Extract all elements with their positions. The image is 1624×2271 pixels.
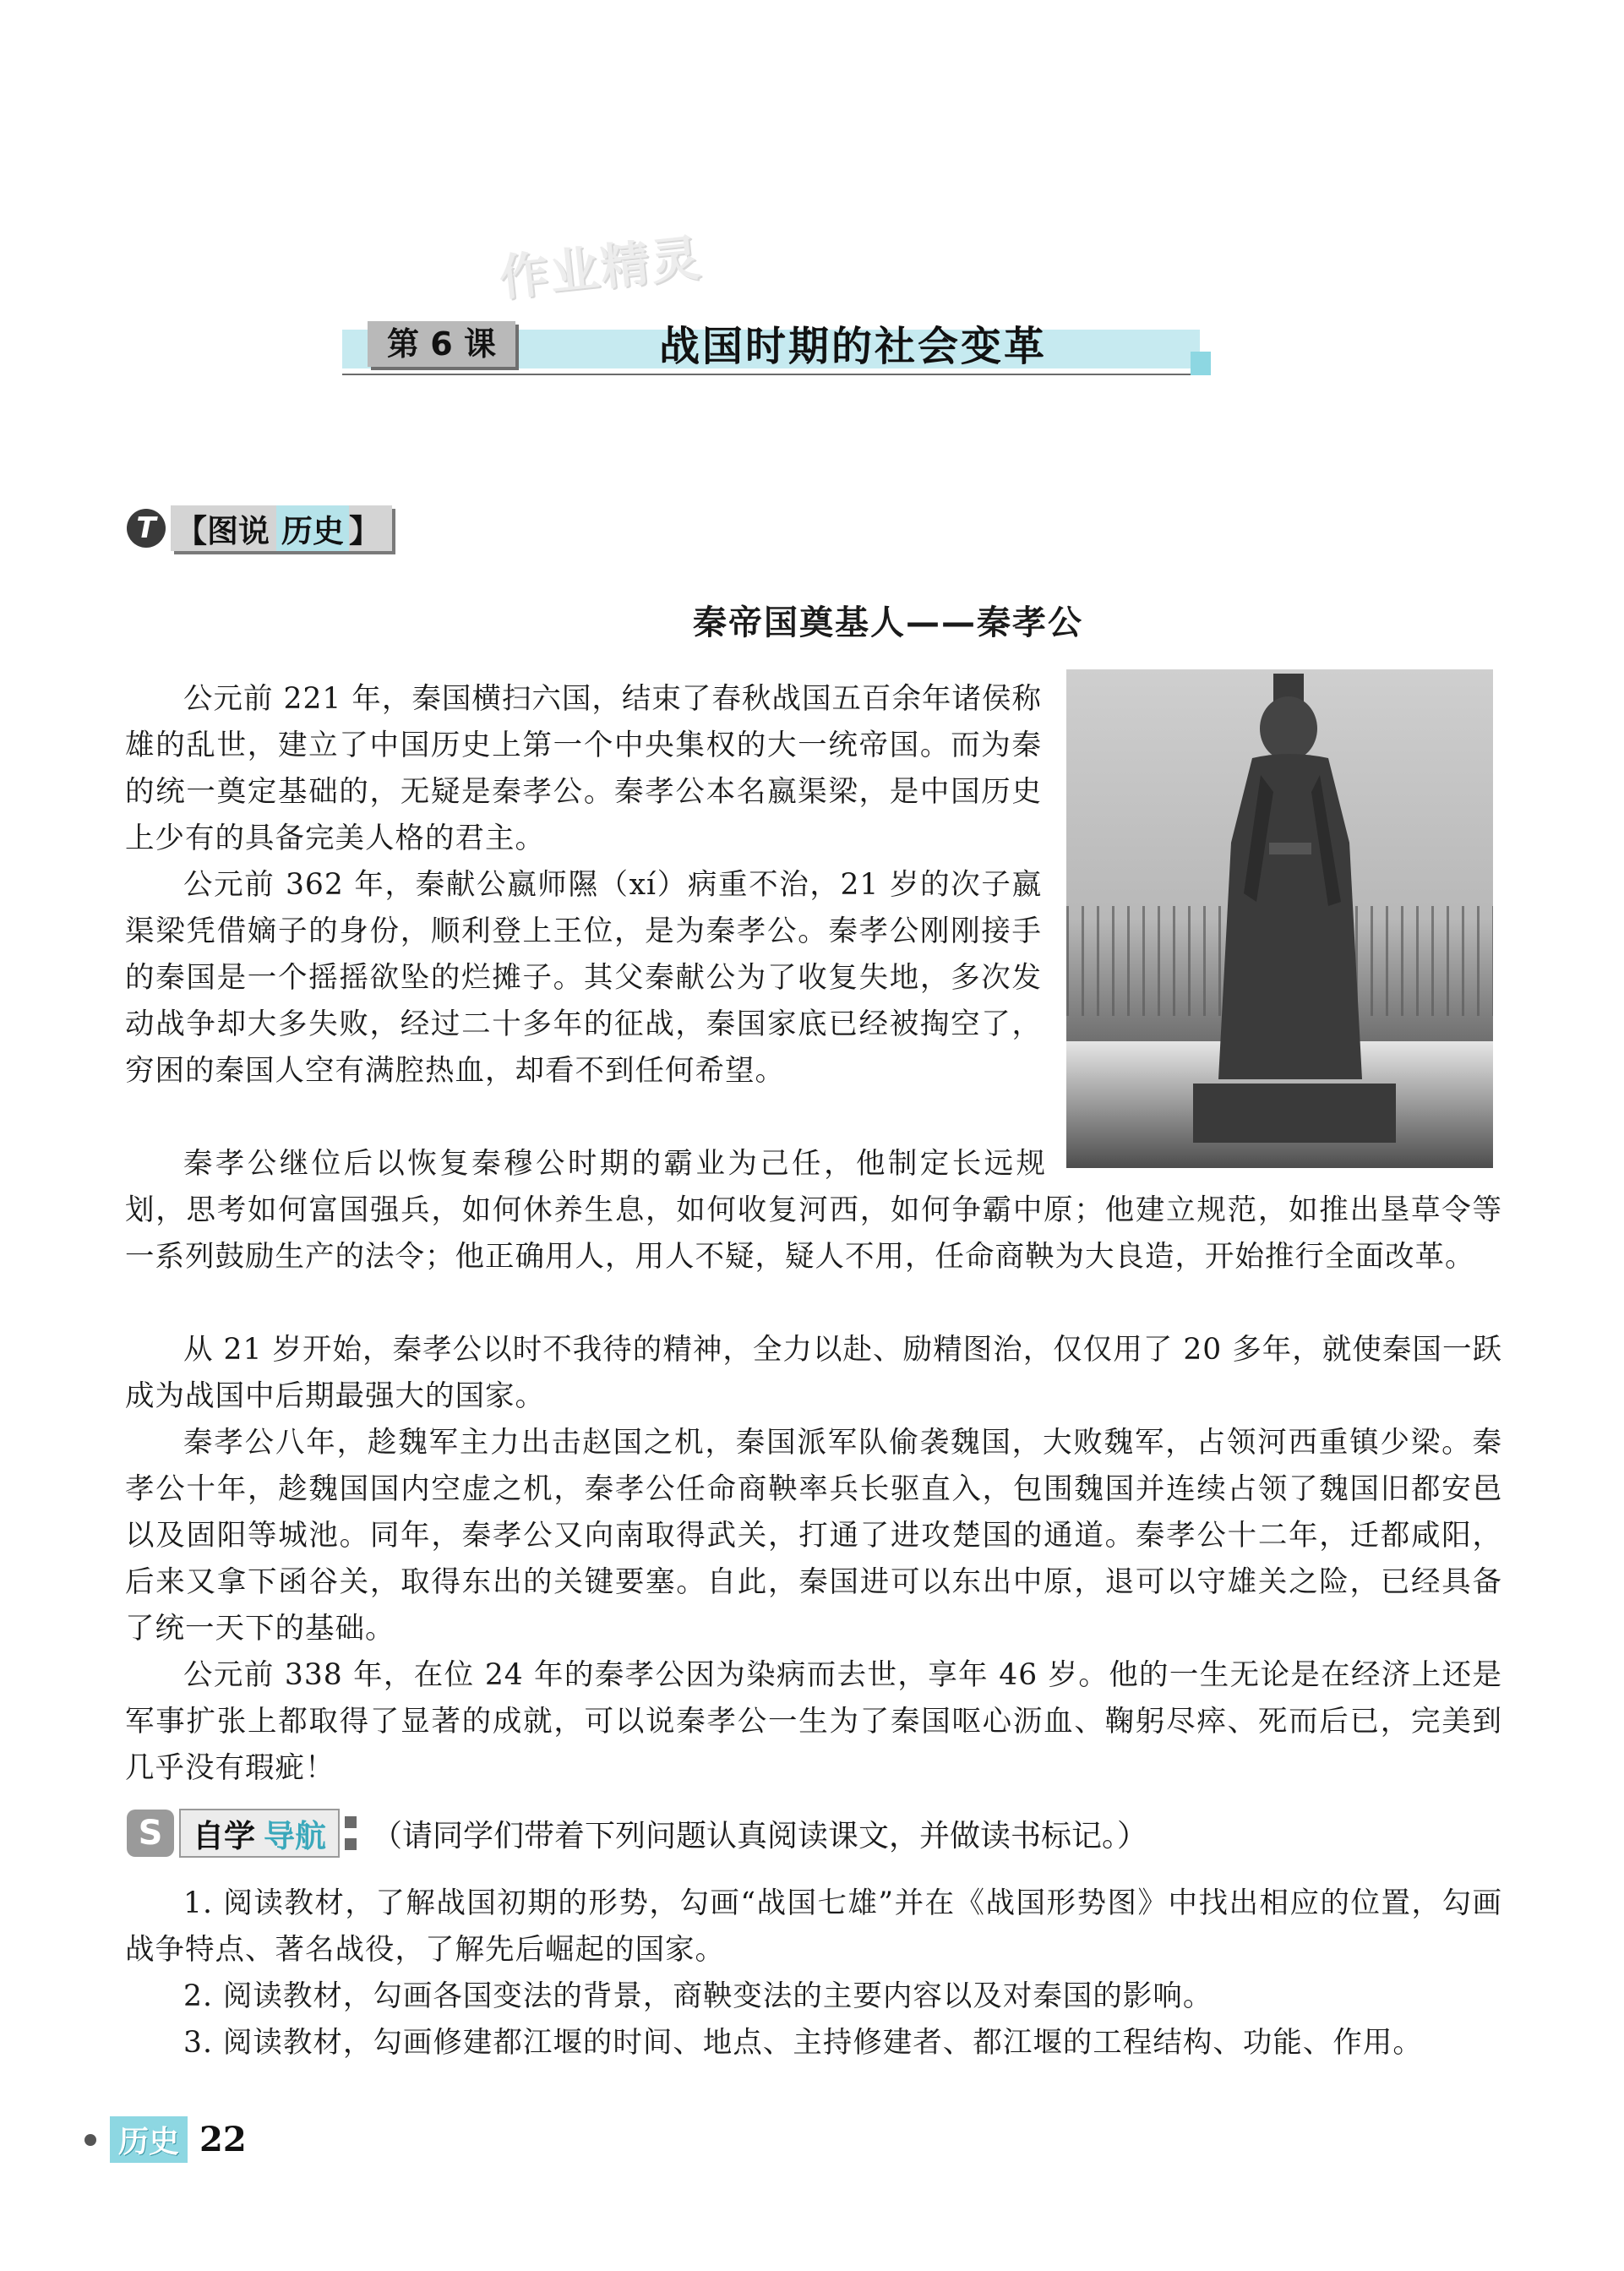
- square-marks: [345, 1816, 358, 1850]
- header-corner-mark: [1191, 352, 1211, 375]
- section-label-b: 历史: [276, 505, 349, 551]
- bracket-close: 】: [349, 513, 380, 549]
- story-paragraph: 公元前 338 年，在位 24 年的秦孝公因为染病而去世，享年 46 岁。他的一生无论是在经济上还是军事扩张上都取得了显著的成就，可以说秦孝公一生为了秦国呕心沥血、鞠躬尽瘁、死而后已，完美到几乎没有瑕疵！: [125, 1658, 1502, 1785]
- task-item: 3. 阅读教材，勾画修建都江堰的时间、地点、主持修建者、都江堰的工程结构、功能、作用。: [183, 2026, 1423, 2060]
- section2-label-box: [179, 1809, 340, 1858]
- section2-label-a: 自学: [193, 1818, 255, 1854]
- section2-label-b: 导航: [264, 1818, 326, 1854]
- section2-hint: （请同学们带着下列问题认真阅读课文，并做读书标记。）: [372, 1818, 1148, 1853]
- story-title: 秦帝国奠基人——秦孝公: [693, 603, 1083, 642]
- section-self-study: [127, 1809, 1147, 1858]
- task-item: 1. 阅读教材，了解战国初期的形势，勾画“战国七雄”并在《战国形势图》中找出相应的位置，勾画战争特点、著名战役，了解先后崛起的国家。: [125, 1886, 1502, 1967]
- bracket-open: 【: [176, 513, 207, 549]
- task-item: 2. 阅读教材，勾画各国变法的背景，商鞅变法的主要内容以及对秦国的影响。: [183, 1979, 1213, 2013]
- header-underline: [342, 374, 1200, 375]
- story-paragraph-text: 秦孝公继位后以恢复秦穆公时期的霸业为己任，他制定长远规划，思考如何富国强兵，如何休养生息，如何收复河西，如何争霸中原；他建立规范，如推出垦草令等一系列鼓励生产的法令；他正确用人，用人不疑，疑人不用，任命商鞅为大良造，开始推行全面改革。: [125, 1147, 1502, 1274]
- lesson-header: [342, 321, 1229, 389]
- story-paragraph: 秦孝公八年，趁魏军主力出击赵国之机，秦国派军队偷袭魏国，大败魏军，占领河西重镇少梁。秦孝公十年，趁魏国国内空虚之机，秦孝公任命商鞅率兵长驱直入，包围魏国并连续占领了魏国旧都安邑以及固阳等城池。同年，秦孝公又向南取得武关，打通了进攻楚国的通道。秦孝公十二年，迁都咸阳，后来又拿下函谷关，取得东出的关键要塞。自此，秦国进可以东出中原，退可以守雄关之险，已经具备了统一天下的基础。: [125, 1426, 1502, 1646]
- section-label-a: 图说: [207, 513, 270, 549]
- story-paragraph-long: [125, 1141, 1502, 1280]
- section-s-icon: S: [127, 1810, 174, 1857]
- lesson-tag: 第 6 课: [368, 321, 515, 367]
- statue-figure: [1193, 674, 1387, 1096]
- footer-dot: [84, 2134, 96, 2146]
- subject-label: 历史: [110, 2116, 188, 2163]
- story-paragraph: 公元前 362 年，秦献公嬴师隰（xí）病重不治，21 岁的次子嬴渠梁凭借嫡子的身份，顺利登上王位，是为秦孝公。秦孝公刚刚接手的秦国是一个摇摇欲坠的烂摊子。其父秦献公为了收复失地，多次发动战争却大多失败，经过二十多年的征战，秦国家底已经被掏空了，穷困的秦国人空有满腔热血，却看不到任何希望。: [125, 868, 1042, 1088]
- para-float-spacer: [1046, 1141, 1502, 1187]
- section-picture-history: [127, 505, 392, 551]
- section-t-icon: T: [127, 509, 166, 548]
- statue-pedestal: [1193, 1084, 1396, 1143]
- statue-photo: [1066, 669, 1493, 1168]
- page-number: 22: [199, 2120, 247, 2159]
- lesson-title: 战国时期的社会变革: [659, 323, 1048, 370]
- page-footer: [84, 2116, 247, 2163]
- watermark: 作业精灵: [496, 228, 705, 308]
- section-label-box: [171, 505, 392, 551]
- story-paragraph: 从 21 岁开始，秦孝公以时不我待的精神，全力以赴、励精图治，仅仅用了 20 多年，就使秦国一跃成为战国中后期最强大的国家。: [125, 1333, 1502, 1413]
- story-paragraph: 公元前 221 年，秦国横扫六国，结束了春秋战国五百余年诸侯称雄的乱世，建立了中国历史上第一个中央集权的大一统帝国。而为秦的统一奠定基础的，无疑是秦孝公。秦孝公本名嬴渠梁，是中国历史上少有的具备完美人格的君主。: [125, 682, 1042, 855]
